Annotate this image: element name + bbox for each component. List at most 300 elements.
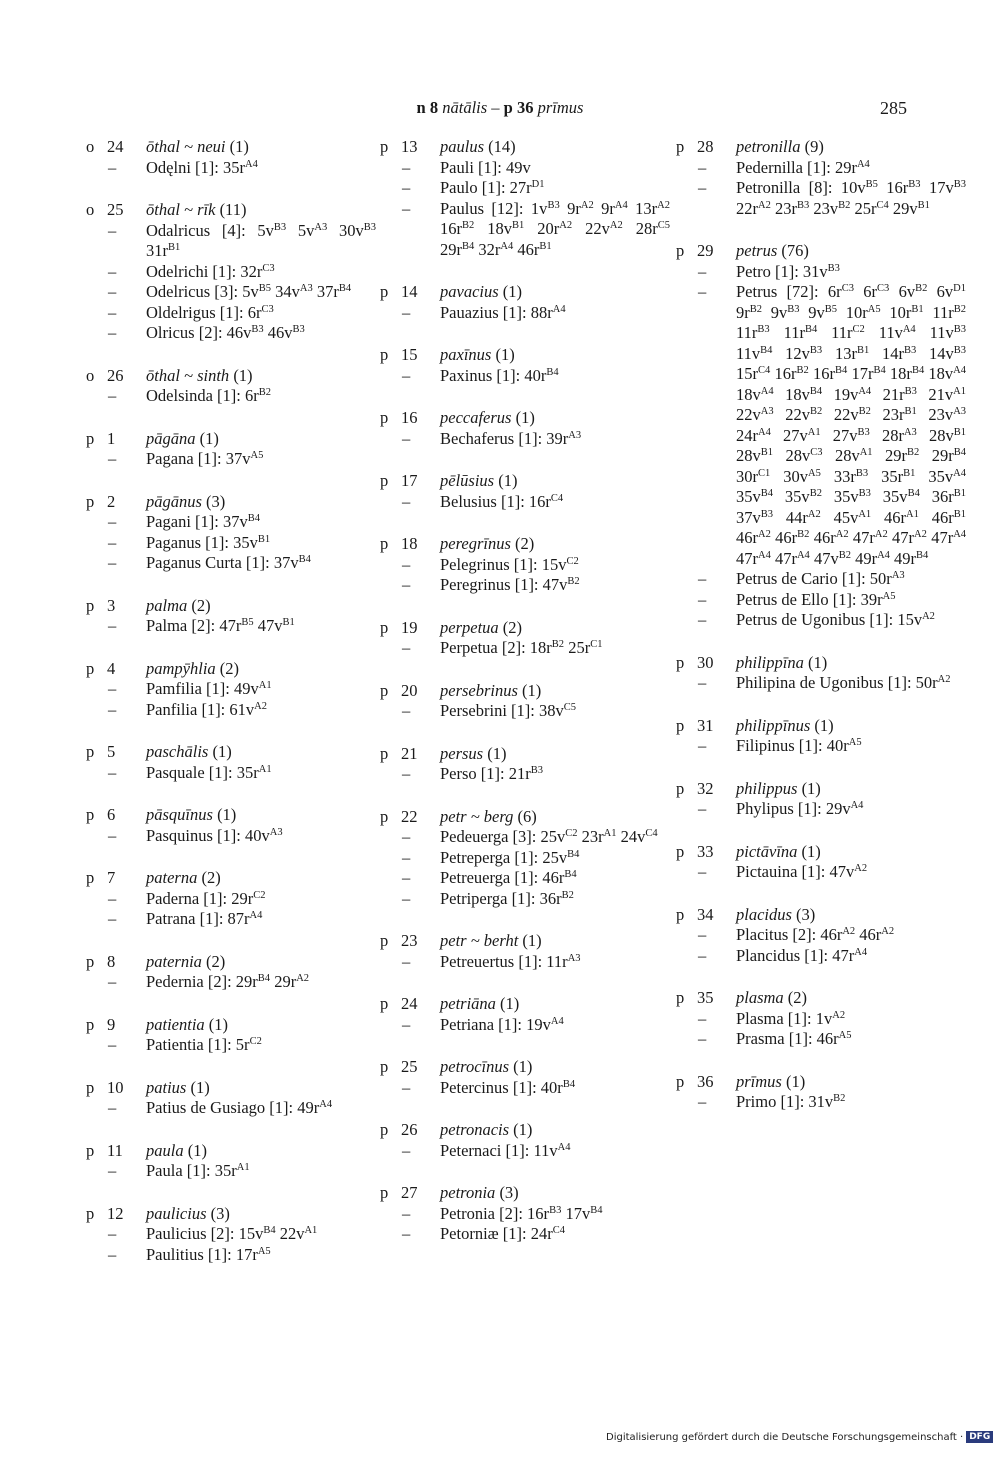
attested-form (676, 925, 966, 946)
folio-superscript: B3 (760, 508, 774, 520)
form-dash: – (402, 302, 411, 322)
lemma-entry (86, 1204, 376, 1266)
form-dash: – (402, 1077, 411, 1097)
form-text: Phylipus [1]: 29v (736, 799, 851, 818)
attested-form (380, 366, 670, 387)
lemma-count: (2) (502, 617, 523, 637)
folio-superscript: B4 (567, 848, 580, 860)
folio-superscript: A2 (807, 508, 821, 520)
lemma-term: placidus (736, 904, 792, 924)
entry-lemma (736, 842, 821, 863)
folio-superscript: C4 (645, 828, 658, 840)
form-text: 13r (627, 198, 658, 218)
form-text: 18v (924, 364, 954, 383)
form-dash: – (108, 386, 117, 405)
lemma-term: palma (146, 595, 188, 615)
folio-superscript: B4 (546, 366, 559, 378)
entry-head (86, 1015, 376, 1036)
form-text: Petorniæ [1]: 24r (440, 1224, 553, 1243)
lemma-term: pavacius (440, 282, 499, 301)
folio-superscript: A2 (254, 700, 267, 712)
entry-head (380, 534, 670, 555)
form-text: Petrus de Cario [1]: 50r (736, 569, 892, 588)
folio-superscript: B4 (564, 869, 577, 881)
folio-superscript: B2 (258, 387, 271, 399)
folio-superscript: A1 (258, 763, 272, 775)
entry-number: 10 (107, 1077, 124, 1097)
folio-superscript: C3 (810, 447, 823, 459)
attested-form (86, 763, 376, 784)
entry-letter: p (380, 534, 389, 553)
form-dash: – (698, 1092, 707, 1111)
folio-superscript: C3 (261, 303, 274, 315)
lemma-count: (1) (814, 715, 834, 735)
form-dash: – (402, 847, 411, 867)
entry-lemma (736, 653, 827, 674)
lemma-entry (380, 744, 670, 785)
entry-number: 21 (401, 743, 418, 763)
form-text: 5v (286, 220, 315, 240)
form-text: 11v (915, 323, 954, 342)
folio-superscript: B3 (530, 765, 543, 777)
folio-superscript: B1 (257, 533, 271, 545)
lemma-entry (86, 200, 376, 344)
form-text: 11r (736, 323, 758, 342)
form-text: Panfilia [1]: 61v (146, 699, 255, 719)
folio-superscript: B2 (907, 447, 920, 459)
lemma-term: ōthal ~ sinth (146, 365, 230, 385)
lemma-entry (676, 137, 966, 219)
folio-superscript: A4 (557, 1141, 571, 1153)
form-dash: – (402, 1224, 411, 1243)
folio-superscript: B1 (917, 199, 930, 211)
folio-superscript: B2 (838, 549, 851, 561)
form-text: Patientia [1]: 5r (146, 1035, 250, 1054)
folio-superscript: A3 (903, 426, 917, 438)
lemma-term: persebrinus (440, 680, 518, 700)
lemma-entry (676, 779, 966, 820)
form-dash: – (698, 1029, 707, 1048)
folio-superscript: D1 (531, 179, 545, 191)
folio-superscript: A1 (859, 447, 873, 459)
form-text: Pictauina [1]: 47v (736, 862, 855, 881)
entry-letter: p (86, 1077, 95, 1097)
folio-superscript: B4 (263, 1225, 276, 1237)
folio-superscript: B3 (363, 221, 377, 233)
form-text: Petreperga [1]: 25v (440, 847, 568, 867)
form-text: 35v (821, 487, 859, 506)
form-dash: – (698, 925, 707, 944)
attested-form (86, 386, 376, 407)
lemma-term: plasma (736, 988, 784, 1007)
attested-form (380, 764, 670, 785)
attested-form (86, 449, 376, 470)
folio-superscript: A3 (269, 826, 283, 838)
footer (606, 1430, 993, 1446)
entry-head (676, 905, 966, 926)
entry-lemma (146, 596, 211, 617)
form-text: Pauli [1]: 49v (440, 157, 531, 177)
attested-form (380, 492, 670, 513)
form-text: Petro [1]: 31v (736, 261, 828, 281)
form-text: 28v (822, 446, 860, 465)
entry-letter: p (676, 241, 685, 260)
lemma-term: paula (146, 1140, 184, 1160)
entry-lemma (440, 1183, 519, 1204)
folio-superscript: B3 (787, 303, 800, 315)
entry-head (676, 137, 966, 158)
folio-superscript: B4 (809, 385, 823, 397)
lemma-count: (76) (781, 241, 809, 260)
entry-number: 35 (697, 988, 714, 1007)
folio-superscript: A3 (891, 570, 905, 582)
form-text: Petreuertus [1]: 11r (440, 951, 568, 971)
folio-superscript: A4 (856, 158, 870, 170)
folio-superscript: B4 (873, 365, 886, 377)
folio-superscript: B2 (833, 1093, 846, 1105)
entry-number: 19 (401, 617, 418, 637)
entry-lemma (146, 659, 239, 680)
lemma-term: philippus (736, 778, 798, 798)
entry-lemma (440, 345, 515, 366)
entry-letter: p (86, 951, 95, 971)
entry-letter: o (86, 137, 95, 156)
entry-number: 26 (401, 1120, 418, 1139)
lemma-entry (86, 1015, 376, 1056)
entry-letter: p (380, 345, 389, 364)
form-dash: – (402, 868, 411, 887)
folio-superscript: A1 (304, 1225, 318, 1237)
folio-superscript: B2 (838, 199, 851, 211)
attested-form (380, 952, 670, 973)
attested-form (380, 1015, 670, 1036)
entry-lemma (440, 408, 535, 429)
entry-head (86, 200, 376, 221)
form-dash: – (402, 764, 411, 783)
form-text: 6r (853, 282, 878, 301)
folio-superscript: A4 (758, 426, 771, 438)
entry-lemma (440, 744, 506, 765)
entry-lemma (146, 429, 219, 450)
lemma-entry (86, 1078, 376, 1119)
entry-letter: p (380, 408, 389, 427)
form-text: 23v (916, 405, 954, 424)
form-text: Persebrini [1]: 38v (440, 701, 564, 720)
lemma-entry (86, 868, 376, 930)
form-dash: – (108, 1035, 117, 1054)
lemma-count: (1) (498, 471, 518, 490)
folio-superscript: A3 (953, 406, 967, 418)
form-text: Petrus de Ello [1]: 39r (736, 589, 883, 609)
attested-form (380, 1078, 670, 1099)
entry-number: 9 (107, 1014, 116, 1034)
folio-superscript: A2 (922, 611, 935, 623)
form-text: 35v (736, 487, 761, 506)
form-text: 35v (870, 487, 908, 506)
entry-lemma (440, 1120, 532, 1141)
form-dash: – (698, 589, 707, 609)
folio-superscript: B2 (749, 303, 763, 315)
lemma-count: (1) (502, 282, 523, 301)
entry-head (86, 868, 376, 889)
lemma-entry (86, 952, 376, 993)
form-text: 44r (773, 507, 808, 527)
lemma-term: petronacis (440, 1120, 510, 1139)
folio-superscript: B3 (953, 179, 967, 191)
lemma-entry (676, 988, 966, 1050)
entry-letter: p (380, 680, 389, 700)
form-dash: – (402, 701, 411, 720)
form-dash: – (402, 1140, 411, 1160)
lemma-term: paschālis (146, 742, 209, 761)
attested-form (380, 199, 670, 261)
form-dash: – (402, 157, 411, 177)
lemma-count: (9) (804, 137, 824, 156)
form-text: Paulus [12]: 1v (440, 198, 548, 218)
lemma-count: (1) (212, 742, 232, 761)
lemma-term: peccaferus (440, 408, 512, 427)
folio-superscript: B1 (953, 426, 966, 438)
form-text: 49r (850, 548, 878, 568)
form-text: 24v (616, 827, 646, 846)
attested-form (380, 555, 670, 576)
lemma-count: (3) (206, 491, 226, 511)
lemma-term: petrocīnus (440, 1057, 510, 1076)
form-dash: – (108, 679, 117, 698)
form-dash: – (108, 909, 117, 928)
form-dash: – (698, 569, 707, 588)
lemma-term: patientia (146, 1014, 205, 1034)
entry-number: 12 (107, 1203, 124, 1223)
attested-form (380, 1224, 670, 1245)
lemma-term: pāsquīnus (146, 805, 213, 824)
attested-form (676, 178, 966, 219)
attested-form (86, 700, 376, 721)
folio-superscript: A4 (319, 1099, 333, 1111)
lemma-entry (676, 653, 966, 694)
form-text: 10r (880, 302, 912, 322)
form-text: Bechaferus [1]: 39r (440, 428, 569, 448)
entry-lemma (146, 1141, 207, 1162)
folio-superscript: A2 (914, 529, 927, 541)
form-dash: – (402, 638, 411, 657)
entry-head (380, 408, 670, 429)
folio-superscript: B4 (804, 324, 818, 336)
attested-form (380, 1204, 670, 1225)
folio-superscript: B4 (338, 283, 352, 295)
form-dash: – (108, 261, 117, 281)
form-text: Paulicius [2]: 15v (146, 1224, 264, 1243)
entry-head (380, 744, 670, 765)
folio-superscript: B3 (251, 324, 264, 336)
lemma-entry (676, 905, 966, 967)
entry-head (380, 1057, 670, 1078)
folio-superscript: C4 (758, 365, 771, 377)
folio-superscript: A4 (614, 199, 628, 211)
entry-lemma (146, 492, 225, 513)
entry-head (676, 716, 966, 737)
attested-form (86, 262, 376, 283)
lemma-entry (86, 1141, 376, 1182)
form-text: Pasquale [1]: 35r (146, 762, 259, 782)
form-text: 23r (577, 827, 604, 846)
lemma-entry (380, 137, 670, 260)
folio-superscript: B5 (241, 617, 254, 629)
attested-form (86, 158, 376, 179)
lemma-entry (676, 716, 966, 757)
entry-letter: p (380, 806, 389, 826)
form-text: Olricus [2]: 46v (146, 323, 252, 342)
lemma-term: petronia (440, 1183, 496, 1202)
folio-superscript: B4 (953, 447, 967, 459)
form-text: 32r (474, 239, 501, 259)
folio-superscript: B3 (908, 179, 921, 191)
form-dash: – (698, 178, 707, 197)
folio-superscript: C2 (565, 828, 578, 840)
form-text: 36r (919, 487, 954, 506)
form-text: 27v (770, 425, 808, 445)
form-text: 9r (593, 198, 615, 218)
running-head-separator: – (491, 98, 500, 117)
folio-superscript: B1 (856, 344, 870, 356)
attested-form (380, 827, 670, 848)
lemma-count: (1) (500, 994, 520, 1013)
form-dash: – (108, 512, 117, 531)
lemma-term: prīmus (736, 1071, 782, 1091)
lemma-count: (1) (513, 1120, 533, 1139)
attested-form (676, 946, 966, 967)
folio-superscript: B4 (247, 513, 260, 525)
folio-superscript: A1 (858, 508, 872, 520)
form-text: Pagana [1]: 37v (146, 449, 251, 468)
folio-superscript: A1 (807, 426, 821, 438)
attested-form (676, 610, 966, 631)
lemma-term: petriāna (440, 994, 496, 1013)
form-text: 29r (440, 239, 462, 259)
entry-letter: p (676, 715, 685, 735)
dfg-logo: DFG (966, 1431, 993, 1443)
lemma-count: (1) (190, 1077, 210, 1097)
lemma-term: philippīnus (736, 715, 811, 735)
entry-letter: p (380, 137, 389, 156)
entry-lemma (146, 742, 232, 763)
entry-head (86, 952, 376, 973)
lemma-term: peregrīnus (440, 534, 511, 553)
folio-superscript: A3 (314, 221, 328, 233)
lemma-count: (1) (785, 1071, 806, 1091)
folio-superscript: C5 (563, 702, 576, 714)
entry-head (380, 681, 670, 702)
entry-number: 24 (107, 137, 124, 156)
form-text: Petreuerga [1]: 46r (440, 868, 565, 887)
form-text: Perpetua [2]: 18r (440, 638, 552, 657)
form-text: 47r (770, 548, 797, 568)
folio-superscript: B3 (549, 1204, 562, 1216)
form-text: 46r (809, 528, 836, 547)
folio-superscript: A2 (842, 926, 856, 938)
folio-superscript: A2 (874, 529, 888, 541)
form-dash: – (402, 827, 411, 846)
entry-head (86, 1078, 376, 1099)
form-text: 16r (808, 364, 835, 383)
entry-number: 20 (401, 680, 418, 700)
entry-head (86, 1141, 376, 1162)
form-text: Pauazius [1]: 88r (440, 302, 553, 322)
folio-superscript: A1 (603, 828, 617, 840)
form-text: 18v (736, 384, 761, 404)
lemma-count: (11) (219, 200, 247, 219)
folio-superscript: A2 (835, 529, 849, 541)
lemma-count: (1) (522, 931, 542, 950)
entry-number: 8 (107, 951, 116, 971)
folio-superscript: B2 (797, 529, 810, 541)
form-text: 46r (918, 507, 954, 527)
entry-head (86, 366, 376, 387)
folio-superscript: B3 (858, 488, 871, 500)
entry-number: 24 (401, 994, 418, 1013)
form-text: 16r (440, 219, 462, 238)
attested-form (380, 701, 670, 722)
form-text: Perso [1]: 21r (440, 764, 531, 783)
entry-number: 5 (107, 742, 116, 761)
entry-number: 2 (107, 491, 116, 511)
form-text: 35v (915, 466, 954, 486)
folio-superscript: B3 (953, 344, 967, 356)
attested-form (380, 638, 670, 659)
folio-superscript: C5 (657, 220, 671, 232)
folio-superscript: B3 (903, 344, 917, 356)
form-dash: – (108, 1161, 117, 1180)
entry-lemma (736, 779, 821, 800)
folio-superscript: A4 (500, 240, 514, 252)
entry-number: 18 (401, 534, 418, 553)
form-text: 17r (847, 364, 874, 383)
attested-form (676, 736, 966, 757)
form-dash: – (402, 365, 411, 385)
attested-form (676, 282, 966, 569)
lemma-count: (6) (517, 806, 537, 826)
column-middle (380, 137, 670, 1267)
form-text: Petronia [2]: 16r (440, 1203, 550, 1223)
folio-superscript: B2 (809, 406, 823, 418)
entry-number: 15 (401, 345, 418, 364)
entry-lemma (146, 137, 249, 158)
form-dash: – (402, 198, 411, 218)
attested-form (676, 569, 966, 590)
form-text: 17v (561, 1203, 591, 1223)
entry-letter: p (676, 841, 685, 861)
entry-letter: p (676, 778, 685, 798)
attested-form (380, 429, 670, 450)
entry-number: 23 (401, 931, 418, 950)
lemma-entry (86, 492, 376, 574)
folio-superscript: B4 (834, 365, 848, 377)
form-text: Odalricus [4]: 5v (146, 220, 274, 240)
folio-superscript: B3 (796, 199, 810, 211)
form-text: Pamfilia [1]: 49v (146, 679, 259, 698)
form-dash: – (108, 888, 117, 908)
folio-superscript: A2 (937, 674, 951, 686)
form-text: 28r (622, 219, 658, 238)
form-text: 17v (920, 178, 954, 197)
entry-number: 28 (697, 137, 714, 156)
folio-superscript: C3 (877, 283, 890, 295)
entry-lemma (736, 241, 809, 262)
lemma-entry (380, 1183, 670, 1245)
entry-lemma (440, 534, 534, 555)
lemma-entry (380, 282, 670, 323)
lemma-count: (1) (515, 408, 535, 427)
